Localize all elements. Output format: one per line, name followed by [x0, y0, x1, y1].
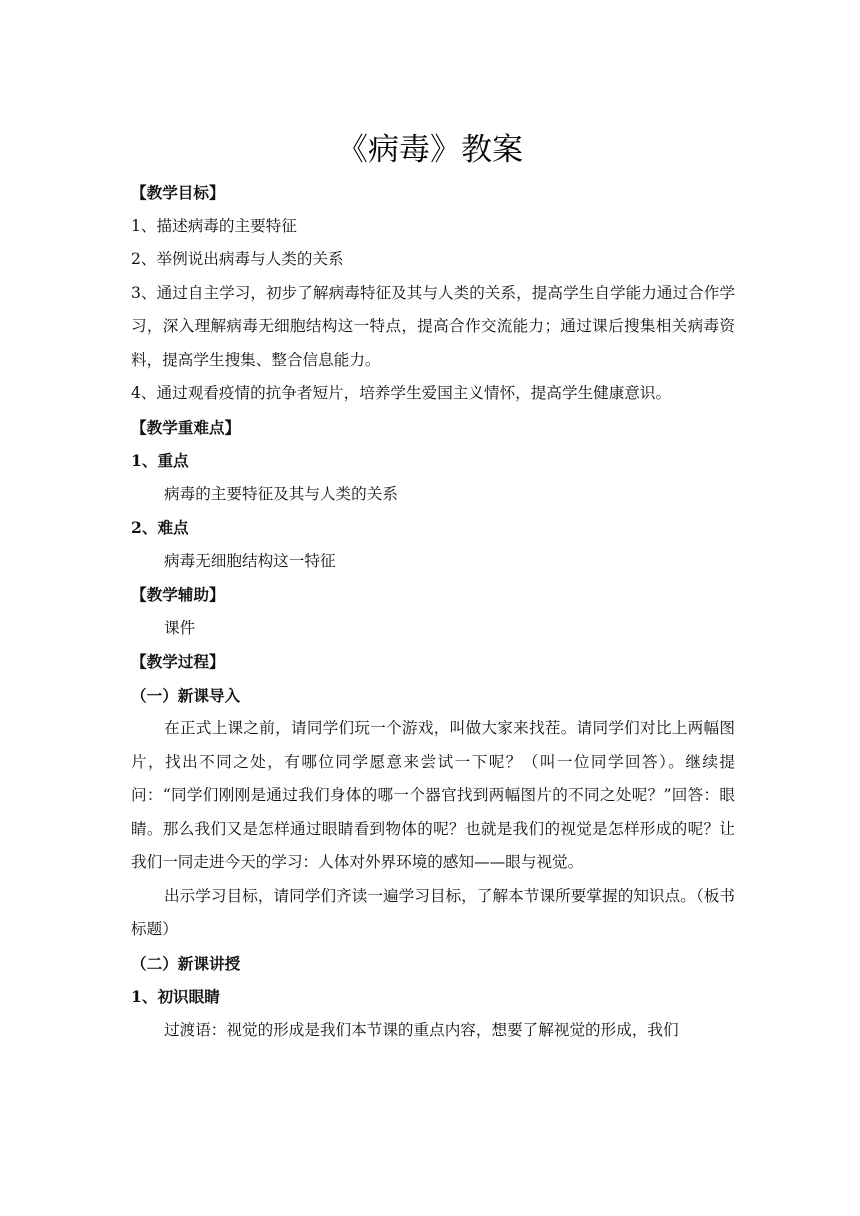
- document-title: 《病毒》教案: [337, 132, 523, 168]
- difficulty-text: 病毒无细胞结构这一特征: [164, 551, 336, 570]
- key-difficulty-heading: 【教学重难点】: [131, 417, 241, 437]
- goals-heading: 【教学目标】: [131, 183, 225, 202]
- key-point-text: 病毒的主要特征及其与人类的关系: [164, 484, 398, 503]
- goal-item-1: 1、描述病毒的主要特征: [131, 216, 297, 235]
- aids-text: 课件: [164, 618, 196, 637]
- intro-paragraph-2: 出示学习目标，请同学们齐读一遍学习目标，了解本节课所要掌握的知识点。（板书标题）: [131, 886, 735, 938]
- eye-heading: 1、初识眼睛: [131, 987, 220, 1006]
- intro-paragraph-1: 在正式上课之前，请同学们玩一个游戏，叫做大家来找茬。请同学们对比上两幅图片，找出不同之处，有哪位同学愿意来尝试一下呢？（叫一位同学回答）。继续提问：“同学们刚刚是通过我们身体的哪一个器官找到两幅图片的不同之处呢？”回答：眼睛。那么我们又是怎样通过眼睛看到物体的呢？也就是我们的视觉是怎样形成的呢？让我们一同走进今天的学习：人体对外界环境的感知——眼与视觉。: [131, 719, 735, 871]
- transition-text: 过渡语：视觉的形成是我们本节课的重点内容，想要了解视觉的形成，我们: [164, 1020, 679, 1039]
- key-point-label: 1、重点: [131, 451, 189, 470]
- goal-item-3: 3、通过自主学习，初步了解病毒特征及其与人类的关系，提高学生自学能力通过合作学习，深入理解病毒无细胞结构这一特点，提高合作交流能力；通过课后搜集相关病毒资料，提高学生搜集、整合信息能力。: [131, 283, 735, 369]
- goal-item-4: 4、通过观看疫情的抗争者短片，培养学生爱国主义情怀，提高学生健康意识。: [131, 384, 672, 402]
- difficulty-label: 2、难点: [131, 518, 189, 537]
- process-heading: 【教学过程】: [131, 652, 225, 671]
- document-body: [131, 176, 735, 1047]
- aids-heading: 【教学辅助】: [131, 585, 225, 604]
- teach-heading: （二）新课讲授: [131, 953, 241, 973]
- intro-heading: （一）新课导入: [131, 685, 241, 705]
- goal-item-2: 2、举例说出病毒与人类的关系: [131, 250, 344, 268]
